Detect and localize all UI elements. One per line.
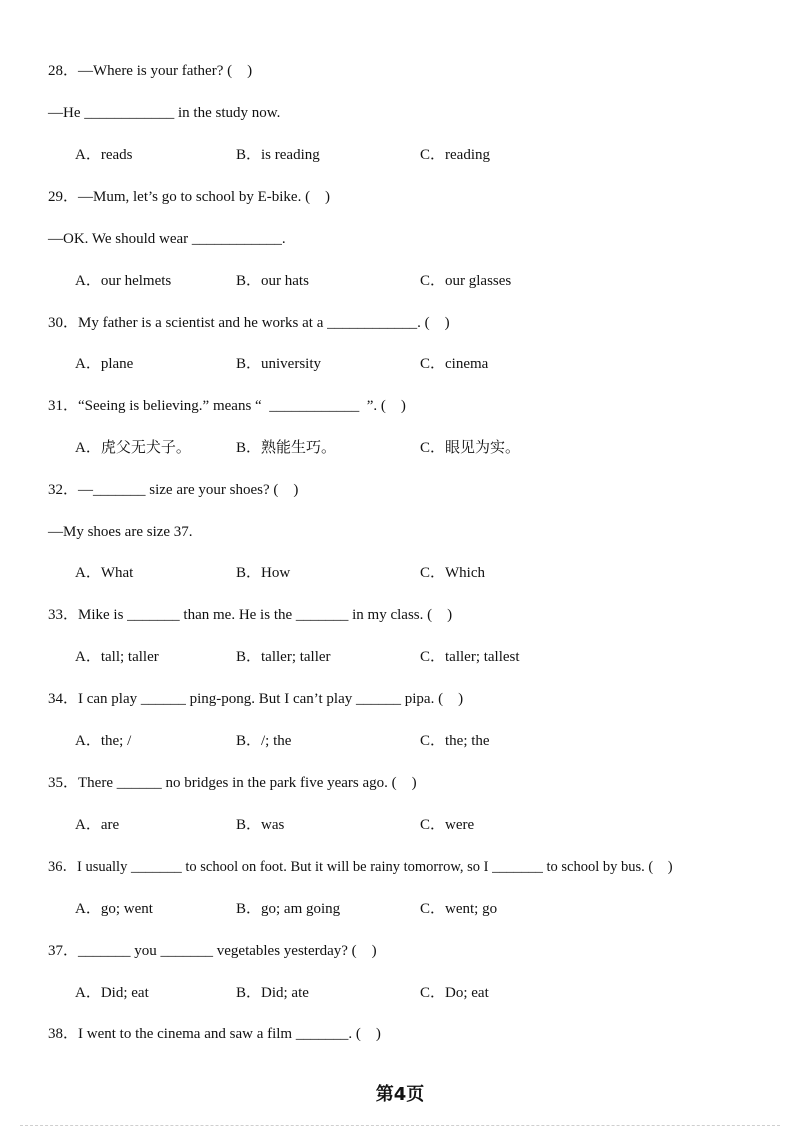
- question-32-option-a: A．What: [75, 565, 134, 581]
- question-37-option-a: A．Did; eat: [75, 985, 149, 1001]
- question-36-option-c: C．went; go: [420, 901, 498, 917]
- question-28-option-a: A．reads: [75, 147, 133, 163]
- question-28-option-b: B．is reading: [236, 147, 320, 163]
- question-37-stem: 37．_______ you _______ vegetables yesterday? ( ): [48, 943, 377, 959]
- question-29-option-b: B．our hats: [236, 273, 309, 289]
- question-32-stem: 32．—_______ size are your shoes? ( ): [48, 482, 299, 498]
- question-29-option-a: A．our helmets: [75, 273, 172, 289]
- question-35-option-c: C．were: [420, 817, 475, 833]
- question-34-option-c: C．the; the: [420, 733, 490, 749]
- question-29-option-c: C．our glasses: [420, 273, 512, 289]
- question-33-option-a: A．tall; taller: [75, 649, 159, 665]
- question-30-option-b: B．university: [236, 356, 321, 372]
- question-34-option-a: A．the; /: [75, 733, 132, 749]
- question-28-option-c: C．reading: [420, 147, 490, 163]
- question-30-stem: 30．My father is a scientist and he works at a ____________. ( ): [48, 315, 450, 331]
- question-37-option-b: B．Did; ate: [236, 985, 309, 1001]
- question-31-stem: 31．“Seeing is believing.” means “ ____________ ”. ( ): [48, 398, 406, 414]
- question-35-option-b: B．was: [236, 817, 285, 833]
- question-28-stem: 28．—Where is your father? ( ): [48, 63, 253, 79]
- question-34-option-b: B．/; the: [236, 733, 292, 749]
- page-bottom-divider: [20, 1125, 780, 1126]
- question-28-dialogue: —He ____________ in the study now.: [48, 105, 281, 121]
- question-30-option-a: A．plane: [75, 356, 134, 372]
- question-32-option-b: B．How: [236, 565, 291, 581]
- question-31-option-a: A．虎父无犬子。: [75, 440, 191, 456]
- question-33-option-c: C．taller; tallest: [420, 649, 520, 665]
- question-36-stem: 36．I usually _______ to school on foot. But it will be rainy tomorrow, so I _______ to school by bus. ( ): [48, 859, 673, 875]
- question-30-option-c: C．cinema: [420, 356, 489, 372]
- question-34-stem: 34．I can play ______ ping-pong. But I can’t play ______ pipa. ( ): [48, 691, 464, 707]
- question-36-option-a: A．go; went: [75, 901, 153, 917]
- question-33-option-b: B．taller; taller: [236, 649, 331, 665]
- question-32-option-c: C．Which: [420, 565, 485, 581]
- question-29-dialogue: —OK. We should wear ____________.: [48, 231, 286, 247]
- question-38-stem: 38．I went to the cinema and saw a film _______. ( ): [48, 1026, 381, 1042]
- question-35-option-a: A．are: [75, 817, 120, 833]
- page-number: 第4页: [375, 1084, 425, 1105]
- question-29-stem: 29．—Mum, let’s go to school by E-bike. ( ): [48, 189, 331, 205]
- question-35-stem: 35．There ______ no bridges in the park five years ago. ( ): [48, 775, 417, 791]
- question-31-option-c: C．眼见为实。: [420, 440, 521, 456]
- question-31-option-b: B．熟能生巧。: [236, 440, 337, 456]
- question-33-stem: 33．Mike is _______ than me. He is the _______ in my class. ( ): [48, 607, 453, 623]
- question-37-option-c: C．Do; eat: [420, 985, 489, 1001]
- question-32-dialogue: —My shoes are size 37.: [48, 524, 193, 540]
- question-36-option-b: B．go; am going: [236, 901, 341, 917]
